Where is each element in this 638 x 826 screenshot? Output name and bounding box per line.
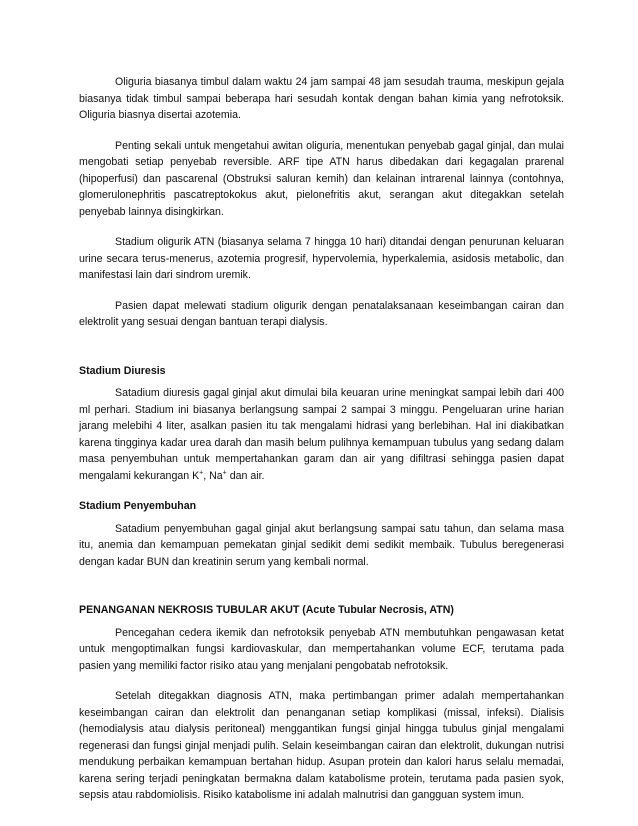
paragraph-dialysis-management: Pasien dapat melewati stadium oligurik dengan penatalaksanaan keseimbangan cairan dan elektrolit yang sesuai dengan bantuan terapi dialysis. (79, 299, 564, 328)
heading-stadium-diuresis: Stadium Diuresis (79, 364, 166, 377)
diuresis-text-end: dan air. (226, 469, 265, 482)
paragraph-pencegahan: Pencegahan cedera ikemik dan nefrotoksik penyebab ATN membutuhkan pengawasan ketat untuk mengoptimalkan fungsi kardiovaskular, dan mempertahankan volume ECF, terutama pada pasien yang memiliki factor risiko atau yang menjalani pengobatab nefrotoksik. (79, 626, 564, 672)
section-gap (79, 584, 564, 602)
heading-penanganan-atn: PENANGANAN NEKROSIS TUBULAR AKUT (Acute Tubular Necrosis, ATN) (79, 604, 454, 616)
superscript-plus-na: + (222, 468, 227, 476)
paragraph-penyembuhan: Satadium penyembuhan gagal ginjal akut berlangsung sampai satu tahun, dan selama masa itu, anemia dan kemampuan pemekatan ginjal sedikit demi sedikit membaik. Tubulus beregenerasi dengan kadar BUN dan kreatinin serum yang kembali normal. (79, 522, 564, 568)
paragraph-oliguria-importance: Penting sekali untuk mengetahui awitan oliguria, menentukan penyebab gagal ginjal, dan mulai mengobati setiap penyebab reversible. ARF tipe ATN harus dibedakan dari kegagalan prarenal (hipoperfusi) dan pascarenal (Obstruksi saluran kemih) dan kelainan intrarenal lainnya (contohnya, glomerulonephritis pascatreptokokus akut, pielonefritis akut, serangan akut ditegakkan setelah penyebab lainnya disingkirkan. (79, 139, 564, 218)
heading-stadium-penyembuhan: Stadium Penyembuhan (79, 500, 197, 512)
paragraph-oliguric-stage: Stadium oligurik ATN (biasanya selama 7 hingga 10 hari) ditandai dengan penurunan keluaran urine secara terus-menerus, azotemia progresif, hypervolemia, hyperkalemia, asidosis metabolic, dan manifestasi lain dari sindrom uremik. (79, 236, 564, 281)
paragraph-oliguria-onset: Oliguria biasanya timbul dalam waktu 24 jam sampai 48 jam sesudah trauma, meskipun gejala biasanya tidak timbul sampai beberapa hari sesudah kontak dengan bahan kimia yang nefrotoksik. Oliguria biasnya disertai azotemia. (79, 76, 564, 121)
paragraph-setelah-diagnosis: Setelah ditegakkan diagnosis ATN, maka pertimbangan primer adalah mempertahankan keseimbangan cairan dan elektrolit dan penanganan setiap komplikasi (missal, infeksi). Dialisis (hemodialysis atau dialysis peritoneal) menggantikan fungsi ginjal hingga tubulus ginjal mengalami regenerasi dan fungsi ginjal menjadi pulih. Selain keseimbangan cairan dan elektrolit, dukungan nutrisi mendukung perbaikan kemampuan bertahan hidup. Asupan protein dan kalori harus selalu memadai, karena sering terjadi peningkatan bermakna dalam katabolisme protein, terutama pada pasien syok, sepsis atau rabdomiolisis. Risiko katabolisme ini adalah malnutrisi dan gangguan system imun. (79, 690, 564, 801)
diuresis-text-mid: , Na (203, 469, 223, 482)
superscript-plus-k: + (199, 468, 204, 476)
paragraph-diuresis (79, 385, 564, 484)
section-gap (79, 345, 564, 363)
diuresis-text-start: Satadium diuresis gagal ginjal akut dimulai bila keuaran urine meningkat sampai lebih dari 400 ml perhari. Stadium ini biasanya berlangsung sampai 2 sampai 3 minggu. Pengeluaran urine harian jarang melebihi 4 liter, asalkan pasien itu tak mengalami hidrasi yang berlebihan. Hal ini diakibatkan karena tingginya kadar urea darah dan masih belum pulihnya kemampuan tubulus yang sedang dalam masa penyembuhan untuk mempertahankan garam dan air yang difiltrasi sehingga pasien dapat mengalami kekurangan K (79, 387, 564, 482)
